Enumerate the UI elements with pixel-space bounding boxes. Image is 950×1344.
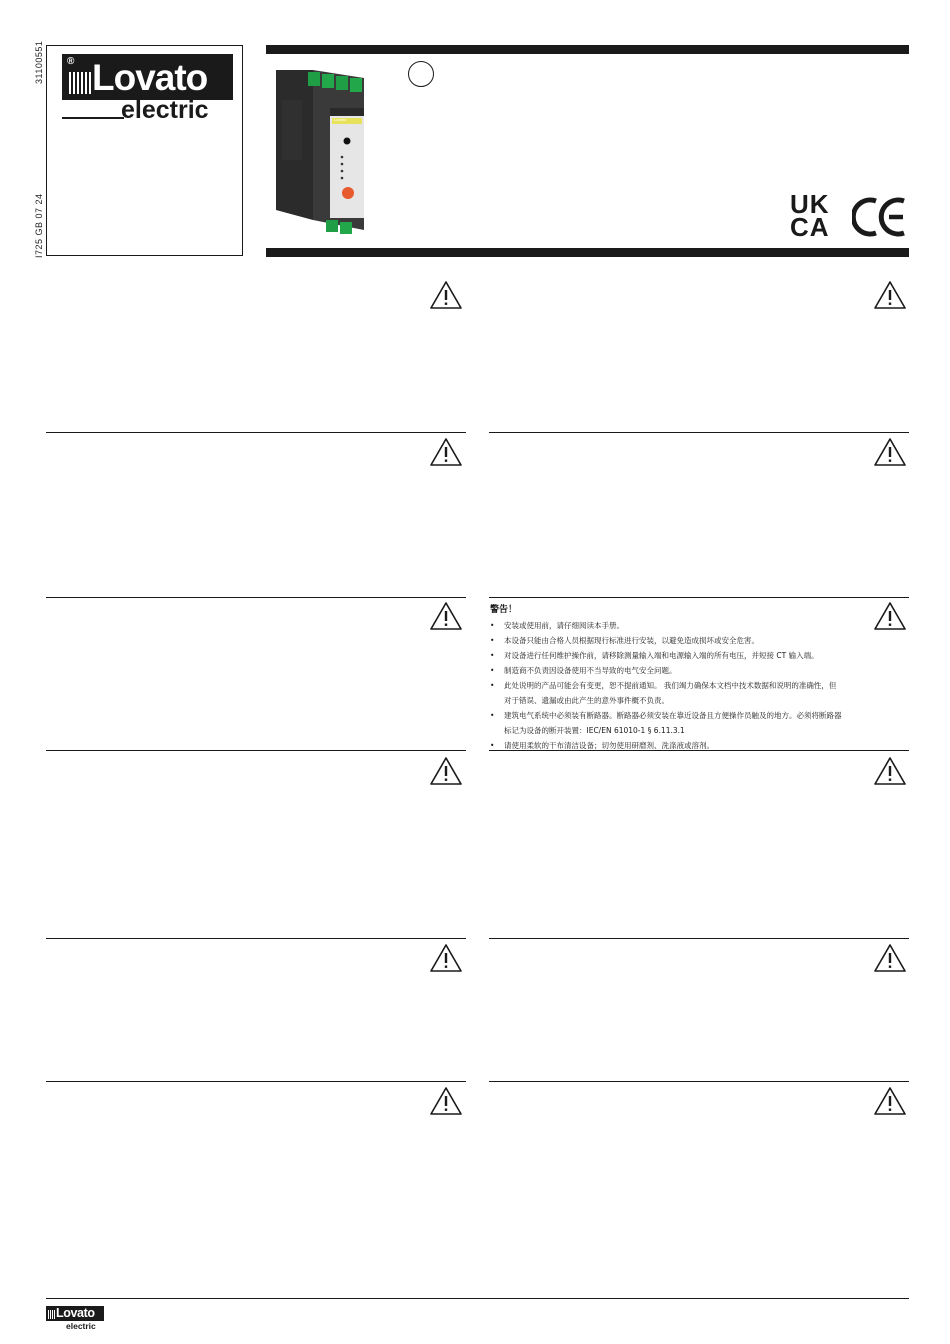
warning-icon [429,756,463,786]
list-item: • 本设备只能由合格人员根据现行标准进行安装，以避免造成损坏或安全危害。 [490,633,870,648]
doc-code-bottom: I725 GB 07 24 [34,193,44,258]
section-rule-right-1 [489,432,909,433]
footer-logo-badge [46,1306,104,1321]
section-rule-left-4 [46,938,466,939]
warning-icon [873,601,907,631]
list-item: • 对设备进行任何维护操作前，请移除测量输入端和电源输入端的所有电压，并短接 CT 输入端。 [490,648,870,663]
list-item-continued: 对于错误、遗漏或由此产生的意外事件概不负责。 [504,696,669,705]
section-rule-left-5 [46,1081,466,1082]
section-rule-left-2 [46,597,466,598]
section-rule-right-4 [489,938,909,939]
warning-icon [873,1086,907,1116]
ukca-bottom: CA [790,212,830,242]
header-bar-bottom [266,248,909,257]
warning-icon [429,1086,463,1116]
warning-icon [873,943,907,973]
ukca-mark [790,189,840,242]
logo-underline [62,117,124,119]
ukca-top: UK [790,189,830,219]
warning-icon [429,437,463,467]
warning-icon [873,756,907,786]
device-label-brand: Lovato [334,117,347,122]
footer-logo [46,1306,106,1332]
warning-title-zh: 警告！ [490,605,518,615]
warning-icon [429,601,463,631]
list-item: • 此处说明的产品可能会有变更，恕不提前通知。 我们竭力确保本文档中技术数据和说明的准确性，但 [490,678,870,693]
list-item: • 制造商不负责因设备使用不当导致的电气安全问题。 [490,663,870,678]
list-item-continued: 标记为设备的断开装置：IEC/EN 61010-1 § 6.11.3.1 [504,726,685,735]
logo-box [46,45,243,256]
ce-mark [852,196,908,238]
list-item: • 安装或使用前，请仔细阅读本手册。 [490,618,870,633]
section-rule-left-1 [46,432,466,433]
warning-icon [873,280,907,310]
footer-rule [46,1298,909,1299]
footer-logo-sub: electric [66,1321,96,1331]
warning-icon [429,280,463,310]
logo-stripes [69,72,91,94]
footer-logo-brand: Lovato [56,1306,95,1320]
doc-code-top: 31100551 [34,40,44,84]
warning-icon [873,437,907,467]
logo-badge [62,54,233,100]
language-circle [408,61,434,87]
list-item: • 请使用柔软的干布清洁设备；切勿使用研磨剂、洗涤液或溶剂。 [490,738,870,753]
header-bar-top [266,45,909,54]
logo-brand-text: Lovato [92,57,208,98]
section-rule-right-5 [489,1081,909,1082]
section-rule-right-2 [489,597,909,598]
warning-section-zh [490,602,870,753]
footer-logo-stripes [48,1310,55,1319]
warning-icon [429,943,463,973]
section-rule-left-3 [46,750,466,751]
warning-list-zh [490,618,870,753]
list-item: • 建筑电气系统中必须装有断路器。断路器必须安装在靠近设备且方便操作员触及的地方。必须将断路器 [490,708,870,723]
registered-mark: ® [67,56,75,67]
logo-sub-text: electric [121,96,209,124]
device-image [268,60,368,240]
